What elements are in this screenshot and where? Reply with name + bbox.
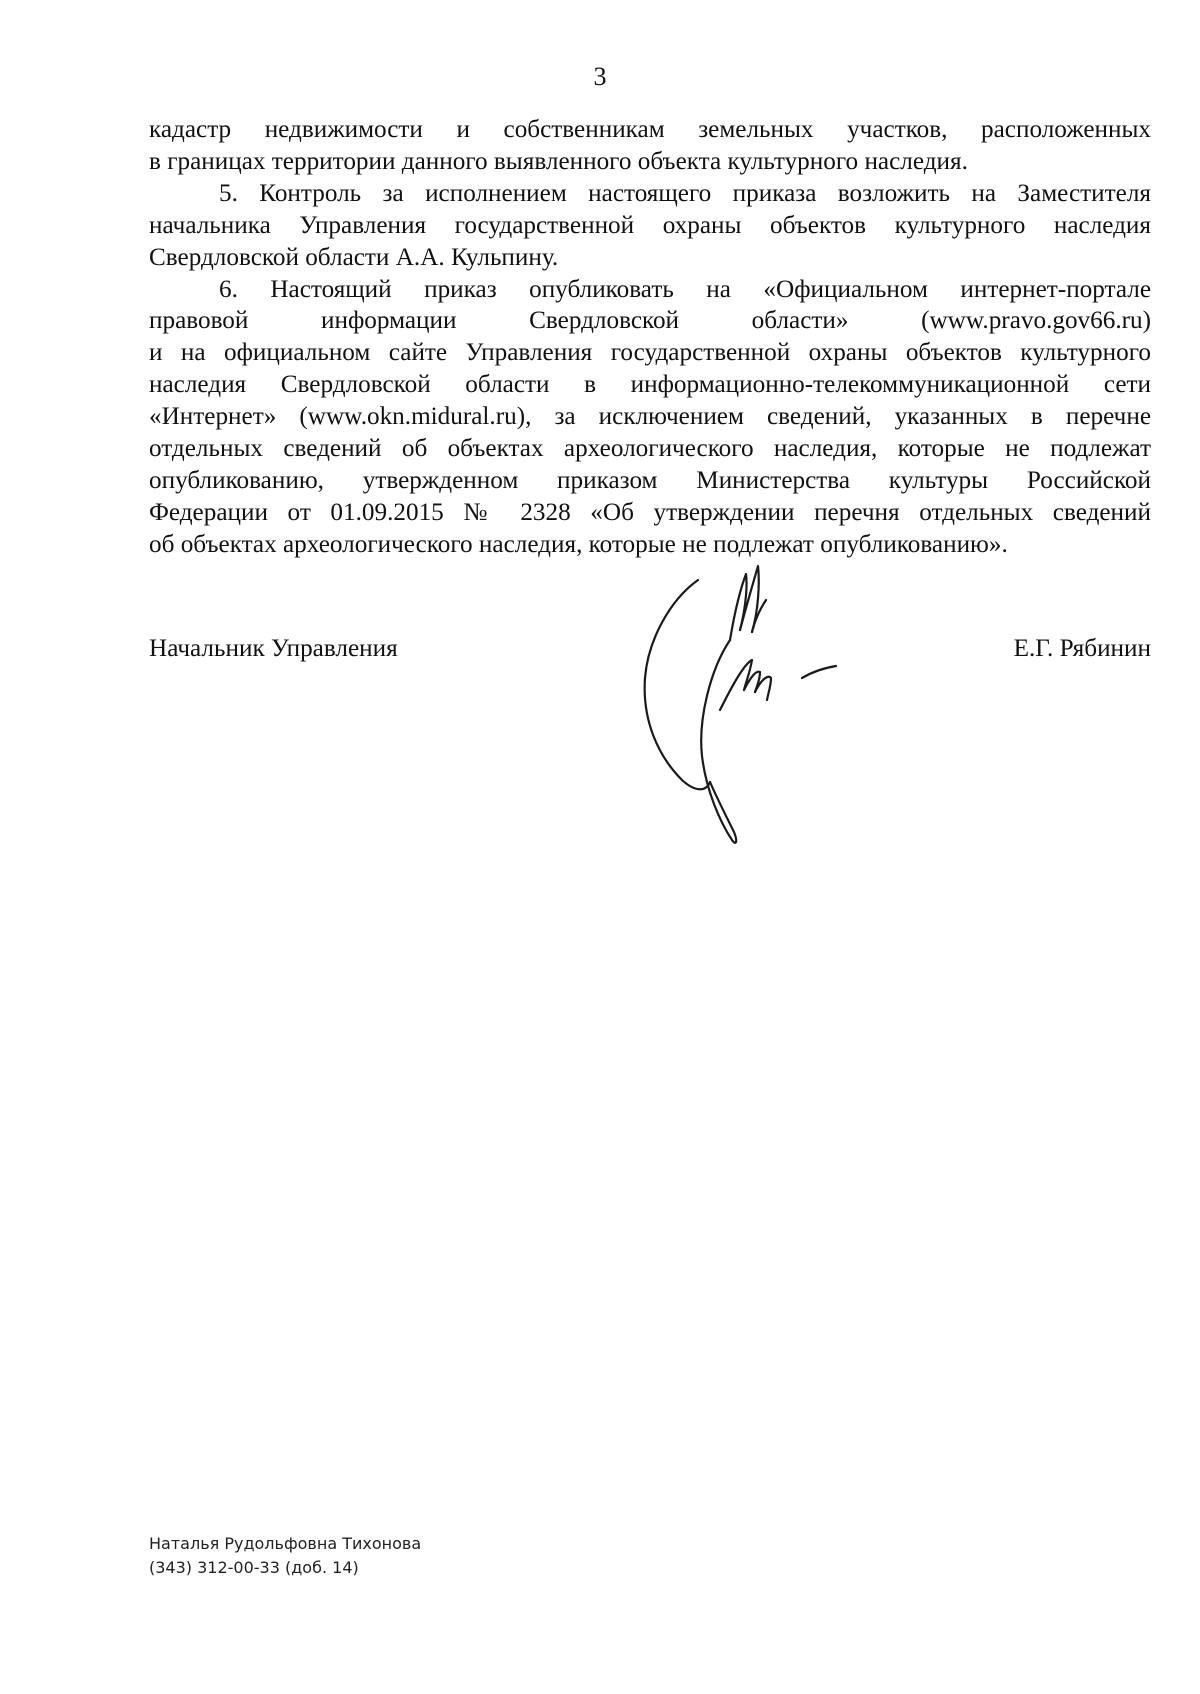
body-line: об объектах археологического наследия, которые не подлежат опубликованию». bbox=[149, 530, 1008, 558]
contact-info bbox=[149, 1532, 421, 1580]
body-line: «Интернет» (www.okn.midural.ru), за исключением сведений, указанных в перечне bbox=[149, 403, 1151, 431]
signer-name: Е.Г. Рябинин bbox=[1013, 635, 1151, 662]
body-line: наследия Свердловской области в информационно-телекоммуникационной сети bbox=[149, 371, 1151, 399]
contact-phone: (343) 312-00-33 (доб. 14) bbox=[149, 1558, 359, 1577]
body-line: правовой информации Свердловской области» (www.pravo.gov66.ru) bbox=[149, 307, 1151, 335]
document-body bbox=[149, 114, 1151, 561]
body-line: кадастр недвижимости и собственникам земельных участков, расположенных bbox=[149, 116, 1151, 143]
body-line: Свердловской области А.А. Кульпину. bbox=[149, 243, 559, 271]
body-line: 5. Контроль за исполнением настоящего приказа возложить на Заместителя bbox=[219, 179, 1151, 207]
page-number: 3 bbox=[593, 62, 607, 91]
body-line: 6. Настоящий приказ опубликовать на «Официальном интернет-портале bbox=[219, 275, 1151, 303]
body-line: в границах территории данного выявленного объекта культурного наследия. bbox=[149, 147, 968, 175]
body-line: опубликованию, утвержденном приказом Министерства культуры Российской bbox=[149, 466, 1151, 494]
body-line: Федерации от 01.09.2015 № 2328 «Об утверждении перечня отдельных сведений bbox=[149, 498, 1151, 526]
handwritten-signature bbox=[640, 560, 880, 850]
body-line: и на официальном сайте Управления государственной охраны объектов культурного bbox=[149, 339, 1151, 367]
body-line: отдельных сведений об объектах археологического наследия, которые не подлежат bbox=[149, 435, 1151, 463]
signer-position: Начальник Управления bbox=[149, 635, 398, 662]
contact-name: Наталья Рудольфовна Тихонова bbox=[149, 1534, 422, 1553]
body-line: начальника Управления государственной охраны объектов культурного наследия bbox=[149, 211, 1151, 239]
